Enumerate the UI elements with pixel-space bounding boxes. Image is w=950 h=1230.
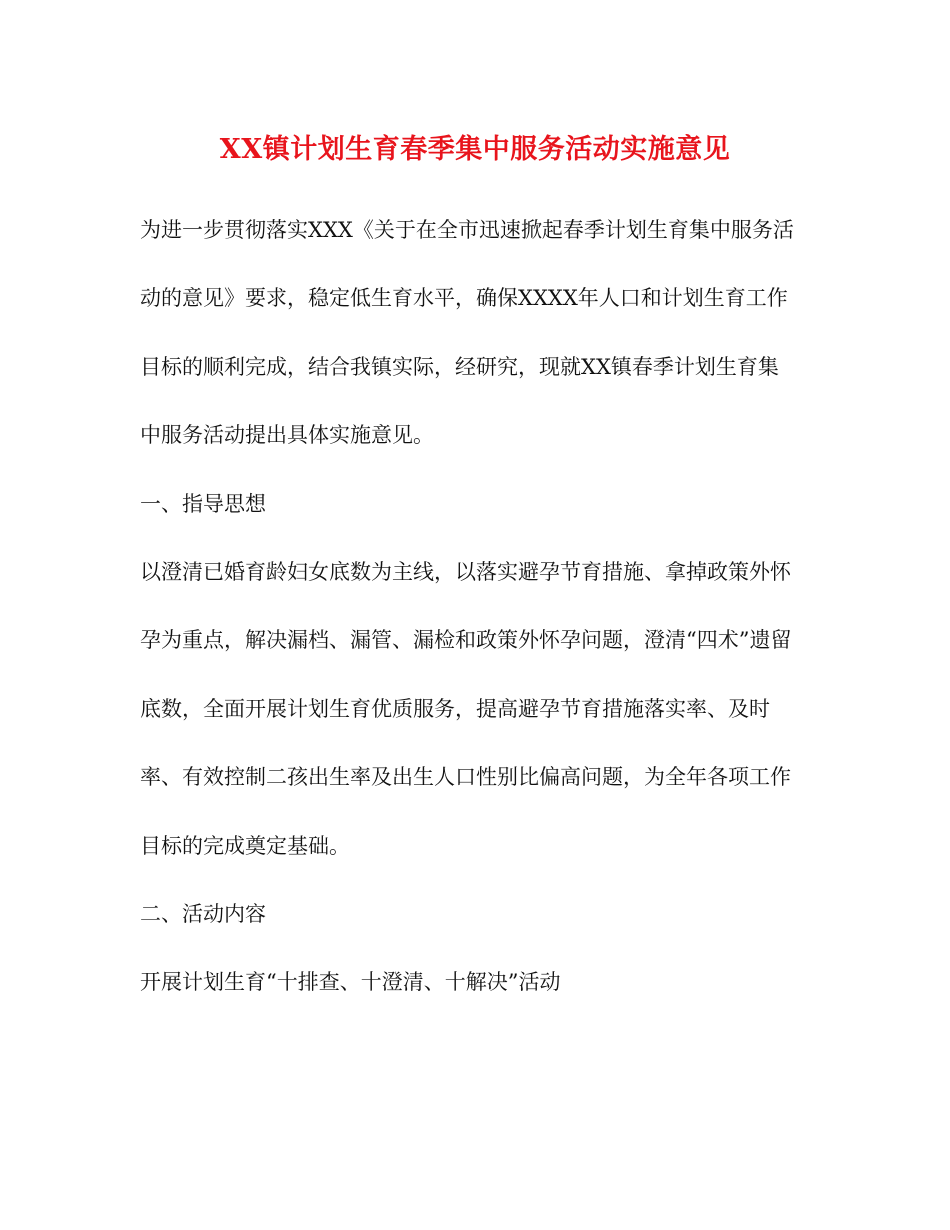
document-body: [140, 210, 840, 1031]
body-line-9: 率、有效控制二孩出生率及出生人口性别比偏高问题，为全年各项工作: [140, 765, 791, 790]
section-heading-activity-content: 二、活动内容: [140, 901, 266, 926]
body-line-7: 孕为重点，解决漏档、漏管、漏检和政策外怀孕问题，澄清“四术”遗留: [140, 628, 792, 653]
body-line-3: 目标的顺利完成，结合我镇实际，经研究，现就XX镇春季计划生育集: [140, 354, 779, 379]
body-line-10: 目标的完成奠定基础。: [140, 833, 350, 858]
body-line-12: 开展计划生育“十排查、十澄清、十解决”活动: [140, 970, 561, 995]
body-line-4: 中服务活动提出具体实施意见。: [140, 423, 434, 448]
body-line-2: 动的意见》要求，稳定低生育水平，确保XXXX年人口和计划生育工作: [140, 286, 788, 311]
body-line-8: 底数，全面开展计划生育优质服务，提高避孕节育措施落实率、及时: [140, 696, 770, 721]
section-heading-guiding-ideology: 一、指导思想: [140, 491, 266, 516]
body-line-1: 为进一步贯彻落实XXX《关于在全市迅速掀起春季计划生育集中服务活: [140, 218, 794, 242]
body-line-6: 以澄清已婚育龄妇女底数为主线，以落实避孕节育措施、拿掉政策外怀: [140, 559, 791, 584]
document-title: XX镇计划生育春季集中服务活动实施意见: [219, 134, 731, 165]
